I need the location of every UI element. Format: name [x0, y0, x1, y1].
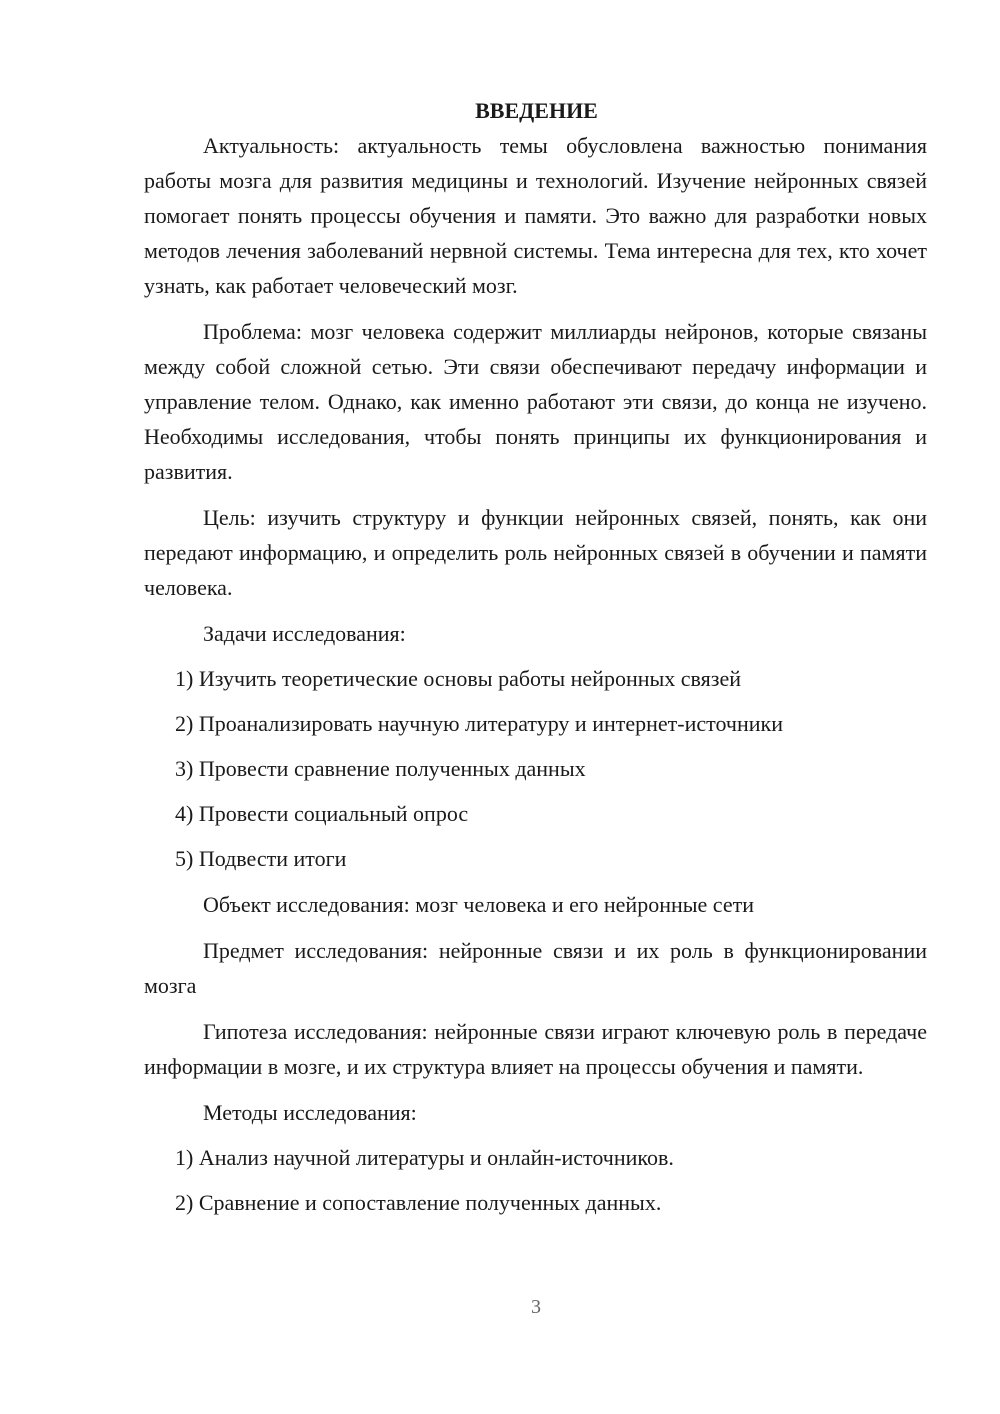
list-item: 1) Изучить теоретические основы работы нейронных связей: [175, 666, 741, 691]
methods-title: Методы исследования:: [203, 1100, 417, 1125]
list-item: 4) Провести социальный опрос: [175, 801, 469, 826]
list-item: 1) Анализ научной литературы и онлайн-источников.: [175, 1145, 674, 1170]
page-content: [144, 93, 927, 1220]
list-item: 2) Сравнение и сопоставление полученных данных.: [175, 1190, 662, 1215]
problem-paragraph: Проблема: мозг человека содержит миллиарды нейронов, которые связаны между собой сложной сетью. Эти связи обеспечивают передачу информации и управление телом. Однако, как именно работают эти связи, до конца не изучено. Необходимы исследования, чтобы понять принципы их функционирования и развития.: [144, 319, 927, 484]
tasks-title: Задачи исследования:: [203, 621, 406, 646]
list-item: 3) Провести сравнение полученных данных: [175, 756, 586, 781]
goal-paragraph: Цель: изучить структуру и функции нейронных связей, понять, как они передают информацию, и определить роль нейронных связей в обучении и памяти человека.: [144, 505, 927, 600]
research-object: Объект исследования: мозг человека и его нейронные сети: [203, 892, 754, 917]
list-item: 5) Подвести итоги: [175, 846, 347, 871]
research-subject: Предмет исследования: нейронные связи и их роль в функционировании мозга: [144, 938, 927, 998]
relevance-paragraph: Актуальность: актуальность темы обусловлена важностью понимания работы мозга для развития медицины и технологий. Изучение нейронных связей помогает понять процессы обучения и памяти. Это важно для разработки новых методов лечения заболеваний нервной системы. Тема интересна для тех, кто хочет узнать, как работает человеческий мозг.: [144, 133, 927, 298]
methods-list: [144, 1140, 927, 1220]
page-number: 3: [531, 1296, 541, 1318]
page-title: ВВЕДЕНИЕ: [475, 98, 598, 123]
tasks-list: [144, 661, 927, 876]
research-hypothesis: Гипотеза исследования: нейронные связи играют ключевую роль в передаче информации в мозге, и их структура влияет на процессы обучения и памяти.: [144, 1019, 927, 1079]
list-item: 2) Проанализировать научную литературу и интернет-источники: [175, 711, 783, 736]
